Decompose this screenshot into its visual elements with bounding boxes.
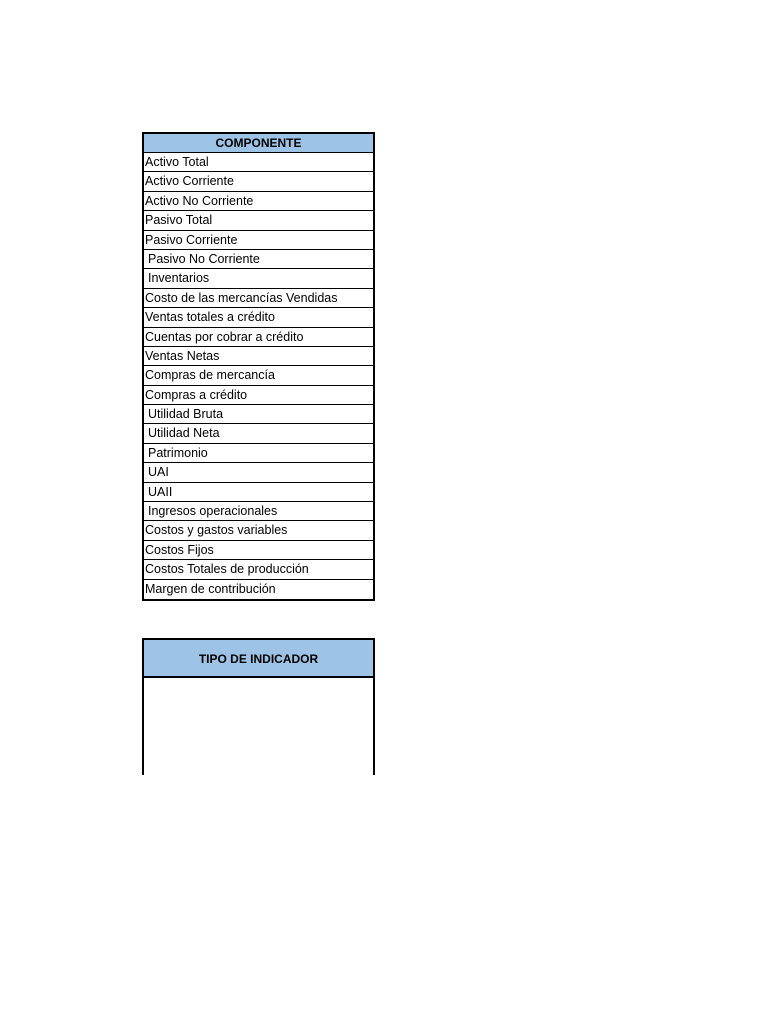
componente-row[interactable]: Pasivo Corriente: [144, 231, 373, 250]
componente-row[interactable]: Margen de contribución: [145, 581, 276, 596]
componente-header[interactable]: COMPONENTE: [144, 134, 373, 153]
tipo-indicador-header[interactable]: TIPO DE INDICADOR: [144, 640, 373, 678]
componente-rows: [144, 153, 373, 599]
componente-row[interactable]: Activo Total: [144, 153, 373, 172]
componente-row[interactable]: Costos Totales de producción: [144, 560, 373, 579]
componente-row[interactable]: UAI: [144, 463, 373, 482]
componente-row[interactable]: Compras de mercancía: [144, 366, 373, 385]
componente-row[interactable]: Activo No Corriente: [144, 192, 373, 211]
componente-row[interactable]: Compras a crédito: [144, 386, 373, 405]
componente-row[interactable]: Costos Fijos: [144, 541, 373, 560]
tipo-indicador-cell[interactable]: [144, 678, 373, 775]
componente-row[interactable]: Costos y gastos variables: [144, 521, 373, 540]
componente-row[interactable]: Costo de las mercancías Vendidas: [144, 289, 373, 308]
componente-row[interactable]: Inventarios: [144, 269, 373, 288]
tipo-indicador-table: [142, 638, 375, 775]
componente-row[interactable]: Activo Corriente: [144, 172, 373, 191]
componente-row[interactable]: Ingresos operacionales: [144, 502, 373, 521]
componente-row[interactable]: Patrimonio: [144, 444, 373, 463]
componente-row[interactable]: Ventas totales a crédito: [144, 308, 373, 327]
componente-row[interactable]: Pasivo Total: [144, 211, 373, 230]
componente-row[interactable]: Ventas Netas: [144, 347, 373, 366]
componente-table: [142, 132, 375, 601]
componente-row[interactable]: Utilidad Neta: [144, 424, 373, 443]
componente-row[interactable]: UAII: [144, 483, 373, 502]
componente-row[interactable]: Cuentas por cobrar a crédito: [144, 328, 373, 347]
componente-row[interactable]: Utilidad Bruta: [144, 405, 373, 424]
componente-row[interactable]: Pasivo No Corriente: [144, 250, 373, 269]
